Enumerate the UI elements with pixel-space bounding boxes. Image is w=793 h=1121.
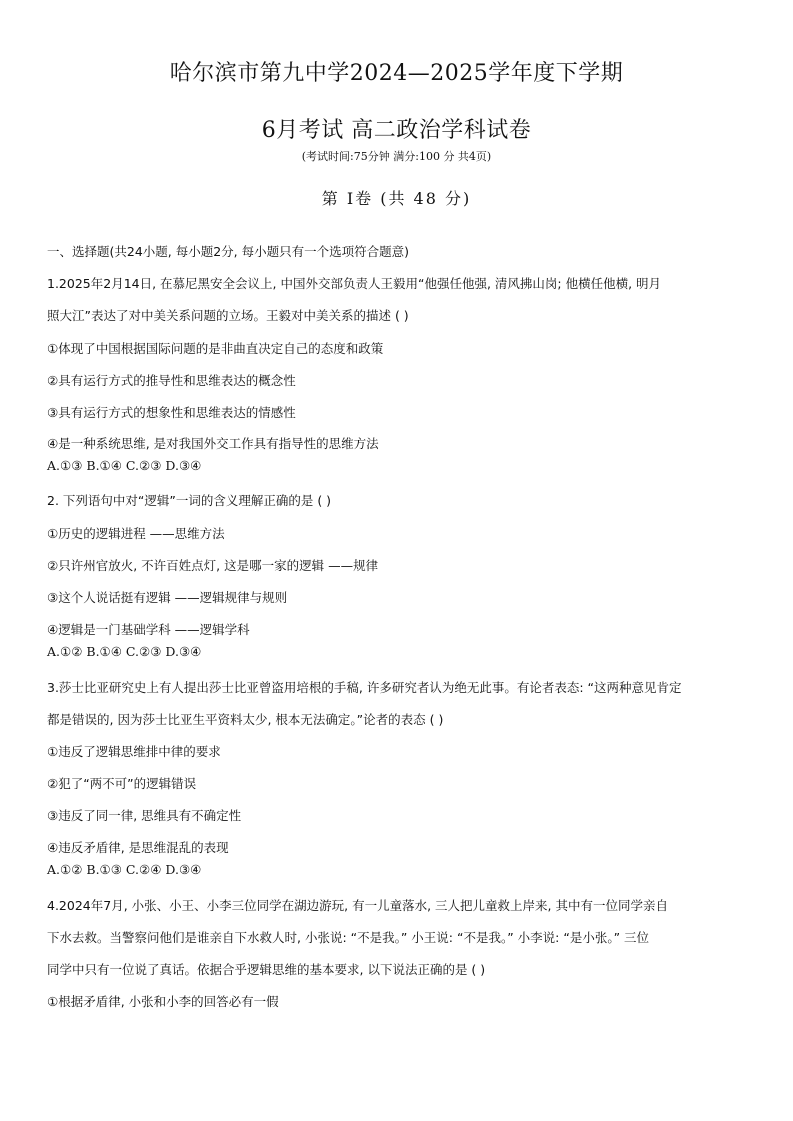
q3-stem-line-1: 3.莎士比亚研究史上有人提出莎士比亚曾盗用培根的手稿, 许多研究者认为绝无此事。有论者表态: “这两种意见肯定 (47, 680, 682, 695)
q2-choices: A.①② B.①④ C.②③ D.③④ (47, 644, 202, 659)
q4-stem-line-3: 同学中只有一位说了真话。依据合乎逻辑思维的基本要求, 以下说法正确的是 ( ) (47, 962, 486, 977)
q1-option-4: ④是一种系统思维, 是对我国外交工作具有指导性的思维方法 (47, 436, 379, 451)
q3-option-3: ③违反了同一律, 思维具有不确定性 (47, 808, 242, 823)
q4-option-1: ①根据矛盾律, 小张和小李的回答必有一假 (47, 994, 279, 1009)
q2-option-2: ②只许州官放火, 不许百姓点灯, 这是哪一家的逻辑 ——规律 (47, 558, 379, 573)
volume-title: 第 Ⅰ卷 (共 48 分) (321, 189, 472, 208)
exam-info: (考试时间:75分钟 满分:100 分 共4页) (301, 150, 492, 163)
q2-stem-line-1: 2. 下列语句中对“逻辑”一词的含义理解正确的是 ( ) (47, 493, 332, 508)
q1-option-1: ①体现了中国根据国际问题的是非曲直决定自己的态度和政策 (47, 341, 384, 356)
q1-stem-line-1: 1.2025年2月14日, 在慕尼黑安全会议上, 中国外交部负责人王毅用“他强任他强, 清风拂山岗; 他横任他横, 明月 (47, 276, 662, 291)
q3-option-2: ②犯了“两不可”的逻辑错误 (47, 776, 197, 791)
q1-option-2: ②具有运行方式的推导性和思维表达的概念性 (47, 373, 296, 388)
q2-option-4: ④逻辑是一门基础学科 ——逻辑学科 (47, 622, 250, 637)
q2-option-1: ①历史的逻辑进程 ——思维方法 (47, 526, 225, 541)
q3-option-4: ④违反矛盾律, 是思维混乱的表现 (47, 840, 229, 855)
q3-option-1: ①违反了逻辑思维排中律的要求 (47, 744, 221, 759)
q3-stem-line-2: 都是错误的, 因为莎士比亚生平资料太少, 根本无法确定。”论者的表态 ( ) (47, 712, 444, 727)
q2-option-3: ③这个人说话挺有逻辑 ——逻辑规律与规则 (47, 590, 288, 605)
q4-stem-line-1: 4.2024年7月, 小张、小王、小李三位同学在湖边游玩, 有一儿童落水, 三人把儿童救上岸来, 其中有一位同学亲自 (47, 898, 668, 913)
exam-title-school: 哈尔滨市第九中学2024—2025学年度下学期 (169, 61, 624, 86)
q3-choices: A.①② B.①③ C.②④ D.③④ (47, 862, 202, 877)
section-heading: 一、选择题(共24小题, 每小题2分, 每小题只有一个选项符合题意) (47, 244, 410, 259)
q1-choices: A.①③ B.①④ C.②③ D.③④ (47, 458, 202, 473)
q4-stem-line-2: 下水去救。当警察问他们是谁亲自下水救人时, 小张说: “不是我。” 小王说: “不是我。” 小李说: “是小张。” 三位 (47, 930, 650, 945)
exam-title-subject: 6月考试 高二政治学科试卷 (261, 118, 532, 143)
q1-stem-line-2: 照大江”表达了对中美关系问题的立场。王毅对中美关系的描述 ( ) (47, 308, 409, 323)
q1-option-3: ③具有运行方式的想象性和思维表达的情感性 (47, 405, 296, 420)
